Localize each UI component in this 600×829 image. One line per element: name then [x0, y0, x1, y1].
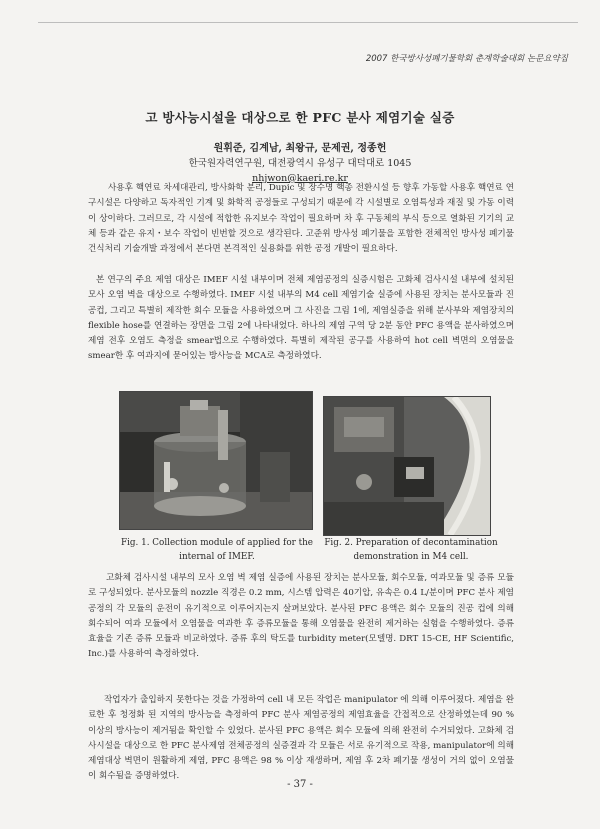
- body-paragraph-1: 사용후 핵연료 차세대관리, 방사화학 분리, Dupic 및 장수명 핵종 전환시설 등 향후 가동할 사용후 핵연료 연구시설은 다양하고 독자적인 기계 및 화학적 공정들로 구성되기 때문에 각 시설별로 오염특성과 재질 및 가동 이력이 상이하다. 그러므로, 각 시설에 적합한 유지보수 작업이 필요하며 차 후 구동체의 부식 등으로 열화된 기기의 교체 등과 같은 유지・보수 작업이 빈번할 것으로 생각된다. 고준위 방사성 폐기물을 포함한 전체적인 방사성 폐기물 건식처리 기술개발 과정에서 본다면 본격적인 실용화를 위한 공정 개발이 필요하다.: [88, 183, 514, 255]
- affiliation: 한국원자력연구원, 대전광역시 유성구 대덕대로 1045: [188, 158, 412, 169]
- author-list: 원휘준, 김계남, 최왕규, 문제권, 정종헌: [213, 143, 387, 154]
- header-rule: [38, 22, 578, 23]
- body-paragraph-3: 고화체 검사시설 내부의 모사 오염 벽 제염 실증에 사용된 장치는 분사모듈, 회수모듈, 여과모듈 및 증류 모듈로 구성되었다. 분사모듈의 nozzle 직경은 0.2 mm, 시스템 압력은 40기압, 유속은 0.4 L/분이며 PFC 분사 제염공정의 각 모듈의 운전이 유기적으로 이루어지는지 살펴보았다. 분사된 PFC 용액은 회수 모듈의 진공 컵에 의해 회수되어 여과 모듈에서 오염물을 여과한 후 증류모듈을 통해 오염물을 완전히 제거하는 실험을 수행하였다. 증류 효율을 기존 증류 모듈과 비교하였다. 증류 후의 탁도를 turbidity meter(모델명. DRT 15-CE, HF Scientific, Inc.)를 사용하여 측정하였다.: [88, 573, 514, 660]
- body-paragraph-4: 작업자가 출입하지 못한다는 것을 가정하여 cell 내 모든 작업은 manipulator 에 의해 이루어졌다. 제염을 완료한 후 청정화 된 지역의 방사능을 측정하여 PFC 분사 제염공정의 제염효율을 간접적으로 산정하였는데 90 % 이상의 방사능이 제거됨을 확인할 수 있었다. 분사된 PFC 용액은 회수 모듈에 의해 완전히 수거되었다. 고화체 검사시설을 대상으로 한 PFC 분사제염 전체공정의 실증결과 각 모듈은 서로 유기적으로 작용, manipulator에 의해 제염대상 벽면이 원활하게 제염, PFC 용액은 98 % 이상 재생하며, 제염 후 2차 폐기물 생성이 거의 없이 오염물이 회수됨을 증명하였다.: [88, 695, 514, 782]
- figure-2-caption: Fig. 2. Preparation of decontamination demonstration in M4 cell.: [324, 538, 498, 562]
- paper-title: 고 방사능시설을 대상으로 한 PFC 분사 제염기술 실증: [145, 110, 455, 125]
- figure-1-photo: [119, 391, 313, 530]
- page-number: - 37 -: [287, 779, 313, 790]
- body-paragraph-2: 본 연구의 주요 제염 대상은 IMEF 시설 내부이며 전체 제염공정의 실증시험은 고화체 검사시설 내부에 설치된 모사 오염 벽을 대상으로 수행하였다. IMEF 시설 내부의 M4 cell 제염기술 실증에 사용된 장치는 분사모듈과 진공컵, 그리고 특별히 제작한 회수 모듈을 사용하였으며 그 사진을 그림 1에, 제염실증을 위해 분사부와 제염장치의 flexible hose를 연결하는 장면을 그림 2에 나타내었다. 하나의 제염 구역 당 2분 동안 PFC 용액을 분사하였으며 제염 전후 오염도 측정을 smear법으로 수행하였다. 특별히 제작된 공구를 사용하여 hot cell 벽면의 오염물을 smear한 후 여과지에 묻어있는 방사능을 MCA로 측정하였다.: [88, 275, 514, 362]
- figure-1-caption: Fig. 1. Collection module of applied for the internal of IMEF.: [120, 538, 314, 562]
- running-head: 2007 한국방사성폐기물학회 춘계학술대회 논문요약집: [365, 54, 568, 64]
- author-email: nhjwon@kaeri.re.kr: [252, 173, 348, 184]
- figure-2-photo: [323, 396, 491, 536]
